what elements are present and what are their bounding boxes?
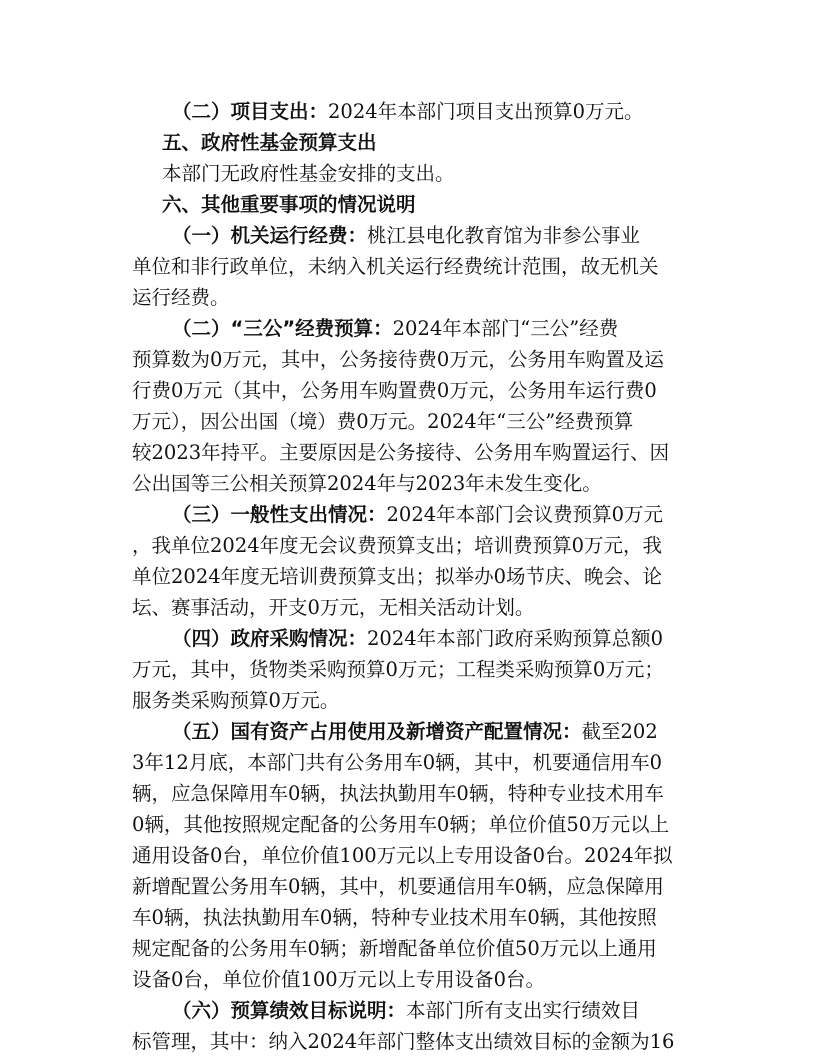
body-text: 单位和非行政单位，未纳入机关运行经费统计范围，故无机关 xyxy=(132,255,659,278)
paragraph-line xyxy=(172,995,640,1026)
section-heading xyxy=(162,189,416,220)
paragraph-line xyxy=(172,220,640,251)
body-text: 通用设备0台，单位价值100万元以上专用设备0台。2024年拟 xyxy=(132,844,673,867)
body-text: 预算数为0万元，其中，公务接待费0万元，公务用车购置及运 xyxy=(132,348,664,371)
body-text: 车0辆，执法执勤用车0辆，特种专业技术用车0辆，其他按照 xyxy=(132,906,657,929)
body-text: 本部门所有支出实行绩效目 xyxy=(406,999,641,1022)
body-text: 万元），因公出国（境）费0万元。2024年“三公”经费预算 xyxy=(132,410,634,433)
body-text: 2024年本部门项目支出预算0万元。 xyxy=(328,100,644,123)
paragraph-line xyxy=(132,406,633,437)
body-text: 新增配置公务用车0辆，其中，机要通信用车0辆，应急保障用 xyxy=(132,875,664,898)
body-text: 2024年本部门会议费预算0万元 xyxy=(386,503,664,526)
body-text: 2024年本部门“三公”经费 xyxy=(392,317,619,340)
paragraph-line xyxy=(132,964,545,995)
paragraph-line xyxy=(132,344,664,375)
paragraph-line xyxy=(132,933,657,964)
paragraph-line xyxy=(132,592,534,623)
paragraph-line xyxy=(132,840,673,871)
heading-inline: （二）项目支出： xyxy=(172,100,329,123)
paragraph-line xyxy=(132,282,230,313)
paragraph-line xyxy=(132,251,659,282)
paragraph-line xyxy=(132,468,602,499)
paragraph-line xyxy=(132,561,662,592)
paragraph-line xyxy=(132,375,657,406)
paragraph-line xyxy=(132,685,339,716)
paragraph-line xyxy=(132,778,664,809)
body-text: 规定配备的公务用车0辆；新增配备单位价值50万元以上通用 xyxy=(132,937,657,960)
body-text: 截至202 xyxy=(581,720,658,743)
heading-inline: （五）国有资产占用使用及新增资产配置情况： xyxy=(172,720,582,743)
paragraph-line xyxy=(132,902,657,933)
body-text: 3年12月底，本部门共有公务用车0辆，其中，机要通信用车0 xyxy=(132,751,663,774)
body-text: 本部门无政府性基金安排的支出。 xyxy=(162,162,455,185)
body-text: 2024年本部门政府采购预算总额0 xyxy=(367,627,664,650)
section-heading xyxy=(162,127,377,158)
paragraph-line xyxy=(172,96,644,127)
body-text: 行费0万元（其中，公务用车购置费0万元，公务用车运行费0 xyxy=(132,379,657,402)
paragraph-line xyxy=(132,871,664,902)
paragraph-line xyxy=(132,654,664,685)
body-text: 设备0台，单位价值100万元以上专用设备0台。 xyxy=(132,968,546,991)
paragraph-line xyxy=(132,530,662,561)
heading-inline: 五、政府性基金预算支出 xyxy=(162,131,377,154)
body-text: 万元，其中，货物类采购预算0万元；工程类采购预算0万元； xyxy=(132,658,664,681)
heading-inline: （四）政府采购情况： xyxy=(172,627,368,650)
paragraph-line xyxy=(172,623,663,654)
body-text: 0辆，其他按照规定配备的公务用车0辆；单位价值50万元以上 xyxy=(132,813,670,836)
paragraph-line xyxy=(172,313,618,344)
paragraph-line xyxy=(132,747,662,778)
body-text: 单位2024年度无培训费预算支出；拟举办0场节庆、晚会、论 xyxy=(132,565,663,588)
body-text: ，我单位2024年度无会议费预算支出；培训费预算0万元，我 xyxy=(132,534,663,557)
paragraph-line xyxy=(172,499,663,530)
heading-inline: （三）一般性支出情况： xyxy=(172,503,387,526)
body-text: 较2023年持平。主要原因是公务接待、公务用车购置运行、因 xyxy=(132,441,670,464)
body-text: 服务类采购预算0万元。 xyxy=(132,689,340,712)
body-text: 公出国等三公相关预算2024年与2023年未发生变化。 xyxy=(132,472,602,495)
body-text: 辆，应急保障用车0辆，执法执勤用车0辆，特种专业技术用车 xyxy=(132,782,664,805)
body-text: 桃江县电化教育馆为非参公事业 xyxy=(367,224,641,247)
body-text: 坛、赛事活动，开支0万元，无相关活动计划。 xyxy=(132,596,535,619)
paragraph-line xyxy=(132,437,669,468)
body-text: 运行经费。 xyxy=(132,286,230,309)
paragraph-line xyxy=(172,716,658,747)
heading-inline: 六、其他重要事项的情况说明 xyxy=(162,193,416,216)
paragraph-line xyxy=(162,158,455,189)
heading-inline: （六）预算绩效目标说明： xyxy=(172,999,407,1022)
heading-inline: （一）机关运行经费： xyxy=(172,224,368,247)
paragraph-line xyxy=(132,1026,674,1057)
heading-inline: （二）“三公”经费预算： xyxy=(172,317,393,340)
body-text: 标管理，其中：纳入2024年部门整体支出绩效目标的金额为16 xyxy=(132,1030,675,1053)
paragraph-line xyxy=(132,809,669,840)
